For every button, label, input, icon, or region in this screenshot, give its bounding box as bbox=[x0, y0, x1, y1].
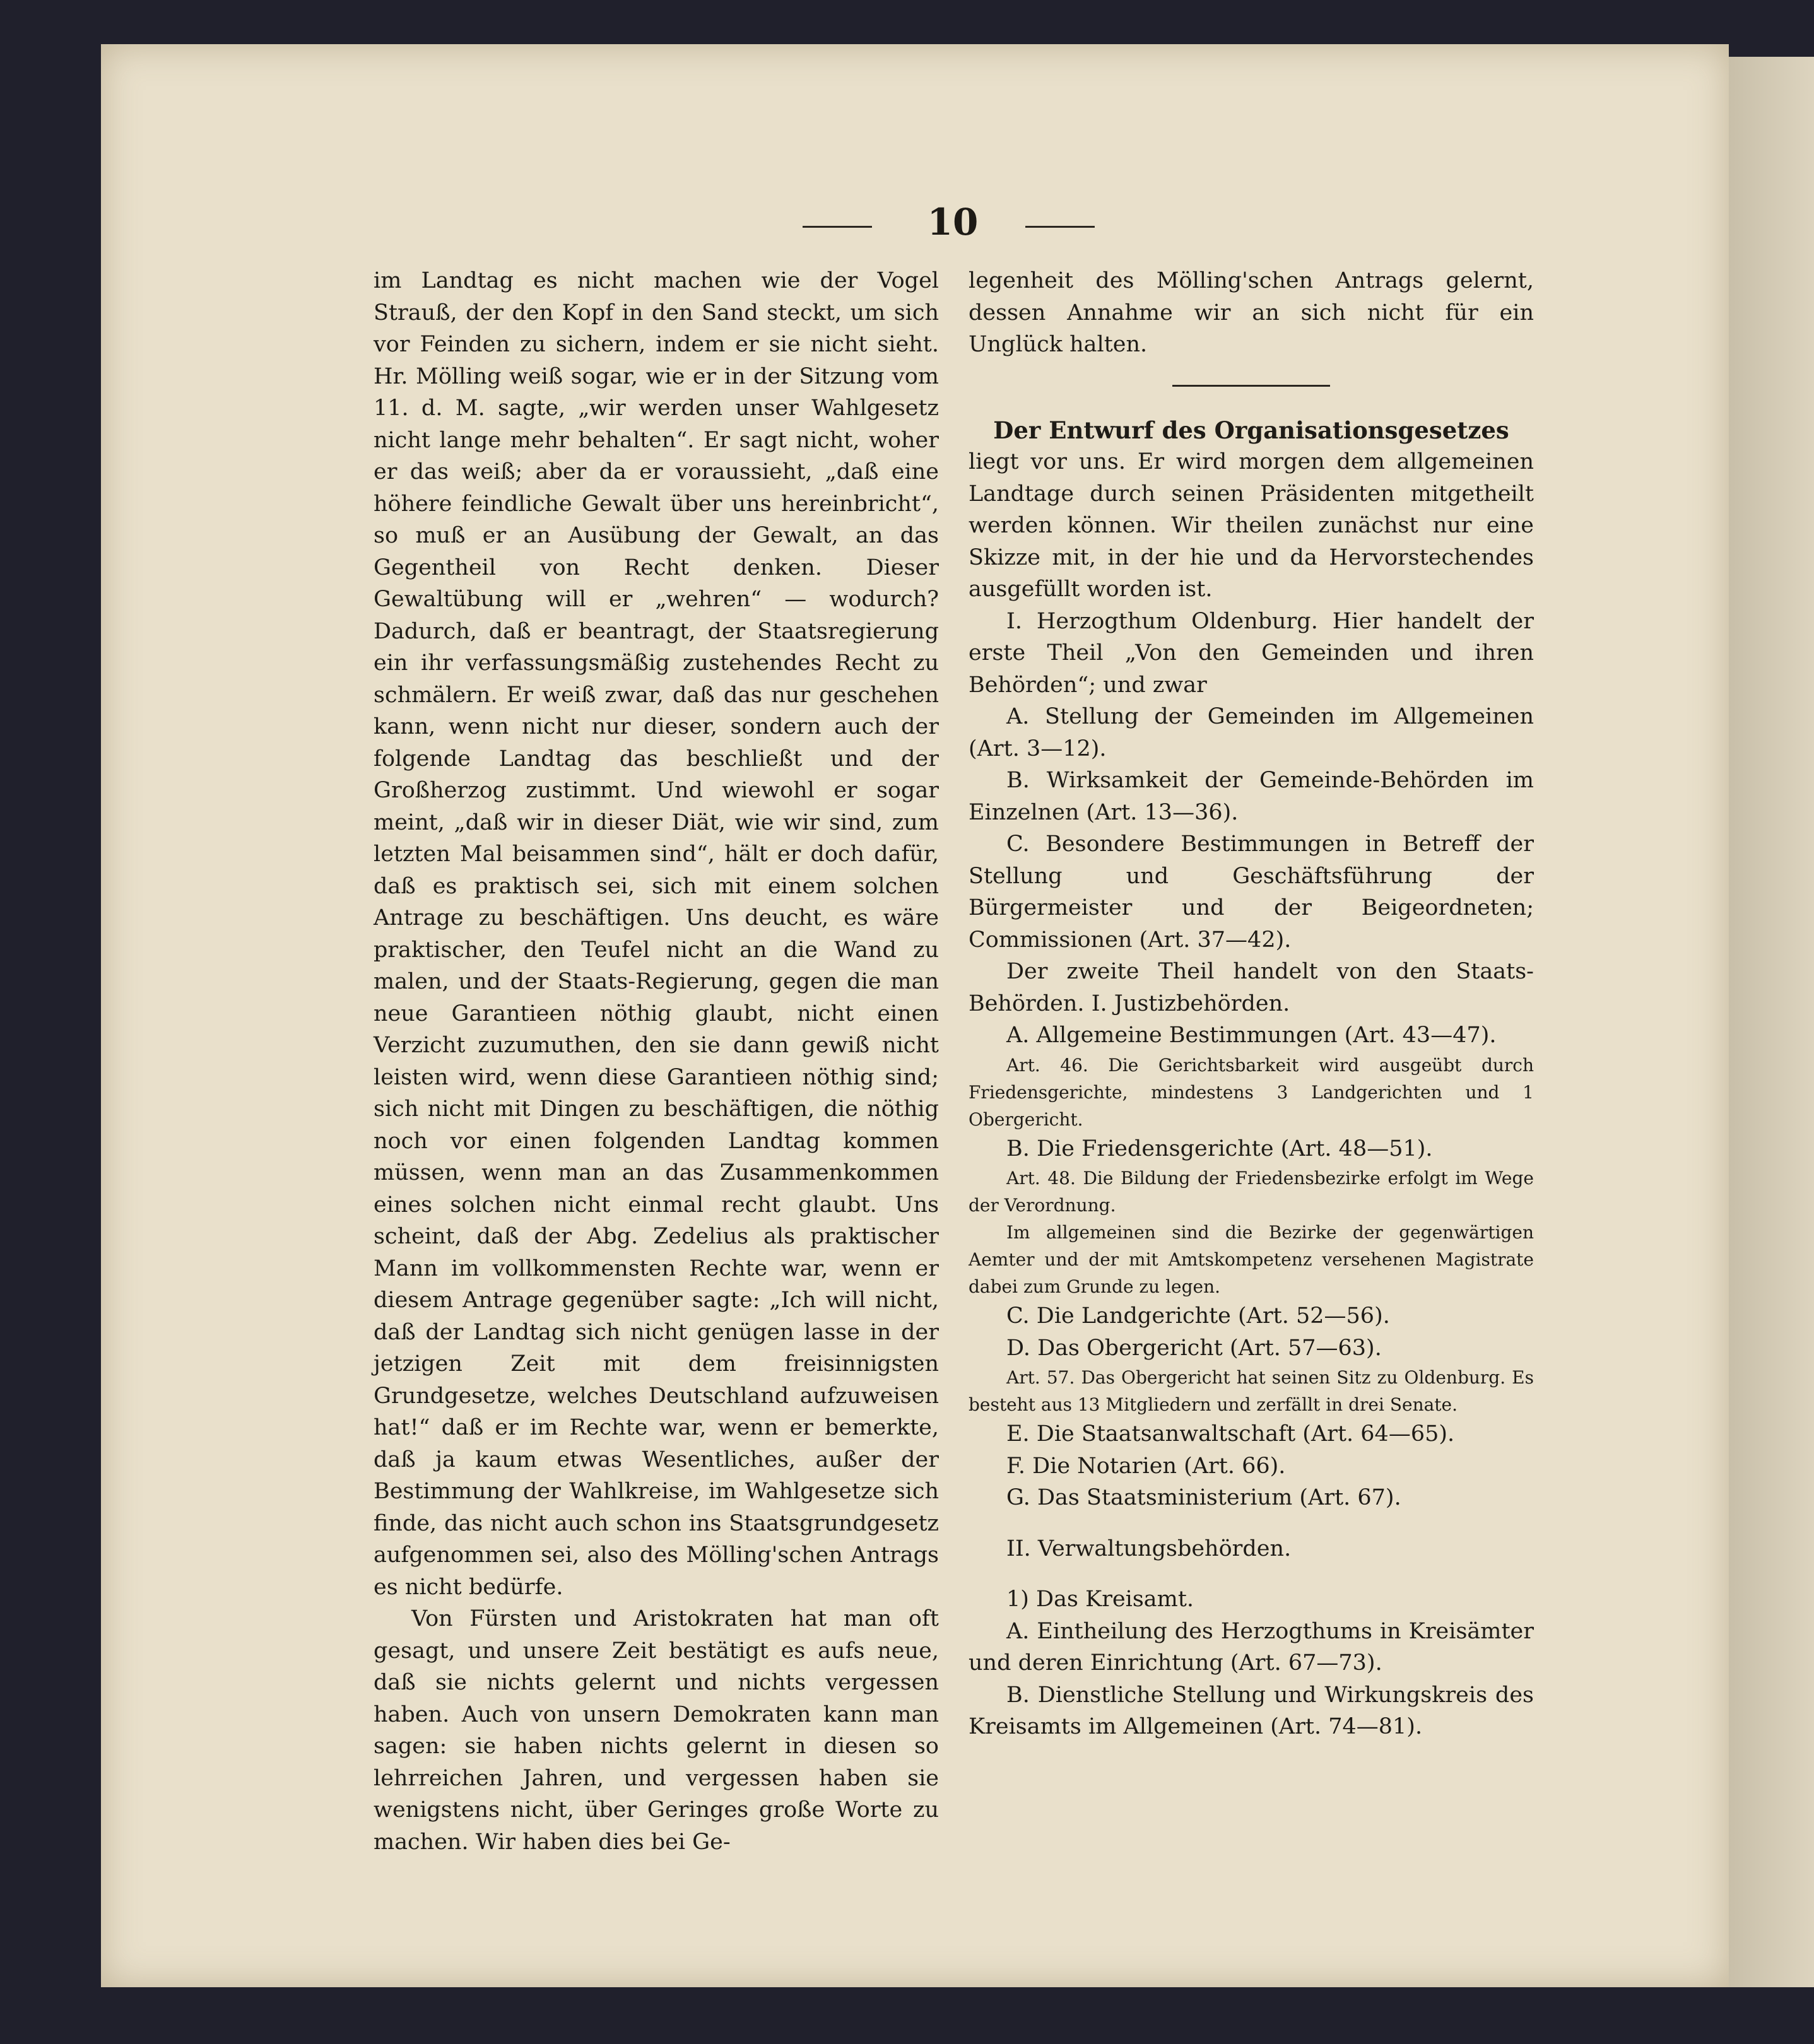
list-item: B. Die Friedensgerichte (Art. 48—51). bbox=[1006, 1136, 1433, 1161]
list-item: I. Herzogthum Oldenburg. Hier handelt der erste Theil „Von den Gemeinden und ihren Behörden“; und zwar bbox=[969, 608, 1534, 698]
section-heading: Der Entwurf des Organisationsgesetzes bbox=[993, 416, 1509, 444]
list-item: A. Stellung der Gemeinden im Allgemeinen (Art. 3—12). bbox=[969, 704, 1534, 761]
list-item: B. Wirksamkeit der Gemeinde-Behörden im Einzelnen (Art. 13—36). bbox=[969, 768, 1534, 825]
intro-paragraph: liegt vor uns. Er wird morgen dem allgemeinen Landtage durch seinen Präsidenten mitgetheilt werden können. Wir theilen zunächst nur eine Skizze mit, in der hie und da Hervorstechendes ausgefüllt worden ist. bbox=[969, 449, 1534, 602]
article-note: Art. 48. Die Bildung der Friedensbezirke erfolgt im Wege der Verordnung. bbox=[969, 1168, 1534, 1216]
list-item: F. Die Notarien (Art. 66). bbox=[1006, 1453, 1286, 1479]
right-column bbox=[969, 265, 1534, 1743]
page-number: 10 bbox=[927, 201, 979, 244]
list-item: C. Die Landgerichte (Art. 52—56). bbox=[1006, 1303, 1390, 1329]
list-item: B. Dienstliche Stellung und Wirkungskreis des Kreisamts im Allgemeinen (Art. 74—81). bbox=[969, 1682, 1534, 1739]
list-item: C. Besondere Bestimmungen in Betreff der Stellung und Geschäftsführung der Bürgermeister und der Beigeordneten; Commissionen (Art. 37—42). bbox=[969, 831, 1534, 953]
section-subheading: II. Verwaltungsbehörden. bbox=[1006, 1536, 1292, 1561]
page-edge bbox=[1729, 57, 1814, 1987]
list-item: 1) Das Kreisamt. bbox=[1006, 1587, 1194, 1612]
list-item: Der zweite Theil handelt von den Staats-Behörden. I. Justizbehörden. bbox=[969, 959, 1534, 1016]
list-item: D. Das Obergericht (Art. 57—63). bbox=[1006, 1335, 1382, 1361]
article-note: Art. 57. Das Obergericht hat seinen Sitz zu Oldenburg. Es besteht aus 13 Mitgliedern und zerfällt in drei Senate. bbox=[969, 1367, 1534, 1415]
list-item: G. Das Staatsministerium (Art. 67). bbox=[1006, 1485, 1401, 1510]
list-item: A. Allgemeine Bestimmungen (Art. 43—47). bbox=[1006, 1023, 1497, 1048]
list-item: A. Eintheilung des Herzogthums in Kreisämter und deren Einrichtung (Art. 67—73). bbox=[969, 1618, 1534, 1676]
left-paragraph-2: Von Fürsten und Aristokraten hat man oft gesagt, und unsere Zeit bestätigt es aufs neue, daß sie nichts gelernt und nichts vergessen haben. Auch von unsern Demokraten kann man sagen: sie haben nichts gelernt in diesen so lehrreichen Jahren, und vergessen haben sie wenigstens nicht, über Geringes große Worte zu machen. Wir haben dies bei Ge- bbox=[374, 1606, 939, 1855]
left-column bbox=[374, 265, 939, 1858]
page-number-rule-left bbox=[803, 226, 872, 228]
right-top-text: legenheit des Mölling'schen Antrags gelernt, dessen Annahme wir an sich nicht für ein Unglück halten. bbox=[969, 268, 1534, 357]
left-paragraph-1: im Landtag es nicht machen wie der Vogel Strauß, der den Kopf in den Sand steckt, um sich vor Feinden zu sichern, indem er sie nicht sieht. Hr. Mölling weiß sogar, wie er in der Sitzung vom 11. d. M. sagte, „wir werden unser Wahlgesetz nicht lange mehr behalten“. Er sagt nicht, woher er das weiß; aber da er voraussieht, „daß eine höhere feindliche Gewalt über uns hereinbricht“, so muß er an Ausübung der Gewalt, an das Gegentheil von Recht denken. Dieser Gewaltübung will er „wehren“ — wodurch? Dadurch, daß er beantragt, der Staatsregierung ein ihr verfassungsmäßig zustehendes Recht zu schmälern. Er weiß zwar, daß das nur geschehen kann, wenn nicht nur dieser, sondern auch der folgende Landtag das beschließt und der Großherzog zustimmt. Und wiewohl er sogar meint, „daß wir in dieser Diät, wie wir sind, zum letzten Mal beisammen sind“, hält er doch dafür, daß es praktisch sei, sich mit einem solchen Antrage zu beschäftigen. Uns deucht, es wäre praktischer, den Teufel nicht an die Wand zu malen, und der Staats-Regierung, gegen die man neue Garantieen nöthig glaubt, nicht einen Verzicht zuzumuthen, den sie dann gewiß nicht leisten wird, wenn diese Garantieen nöthig sind; sich nicht mit Dingen zu beschäftigen, die nöthig noch vor einen folgenden Landtag kommen müssen, wenn man an das Zusammenkommen eines solchen nicht einmal recht glaubt. Uns scheint, daß der Abg. Zedelius als praktischer Mann im vollkommensten Rechte war, wenn er diesem Antrage gegenüber sagte: „Ich will nicht, daß der Landtag sich nicht genügen lasse in der jetzigen Zeit mit dem freisinnigsten Grundgesetze, welches Deutschland aufzuweisen hat!“ daß er im Rechte war, wenn er bemerkte, daß ja kaum etwas Wesentliches, außer der Bestimmung der Wahlkreise, im Wahlgesetze sich finde, das nicht auch schon ins Staatsgrundgesetz aufgenommen sei, also des Mölling'schen Antrags es nicht bedürfe. bbox=[374, 268, 939, 1600]
list-item: E. Die Staatsanwaltschaft (Art. 64—65). bbox=[1006, 1421, 1455, 1447]
section-separator bbox=[1172, 385, 1330, 387]
article-note: Im allgemeinen sind die Bezirke der gegenwärtigen Aemter und der mit Amtskompetenz versehenen Magistrate dabei zum Grunde zu legen. bbox=[969, 1222, 1534, 1297]
article-note: Art. 46. Die Gerichtsbarkeit wird ausgeübt durch Friedensgerichte, mindestens 3 Landgerichten und 1 Obergericht. bbox=[969, 1054, 1534, 1130]
page-number-rule-right bbox=[1025, 226, 1095, 228]
